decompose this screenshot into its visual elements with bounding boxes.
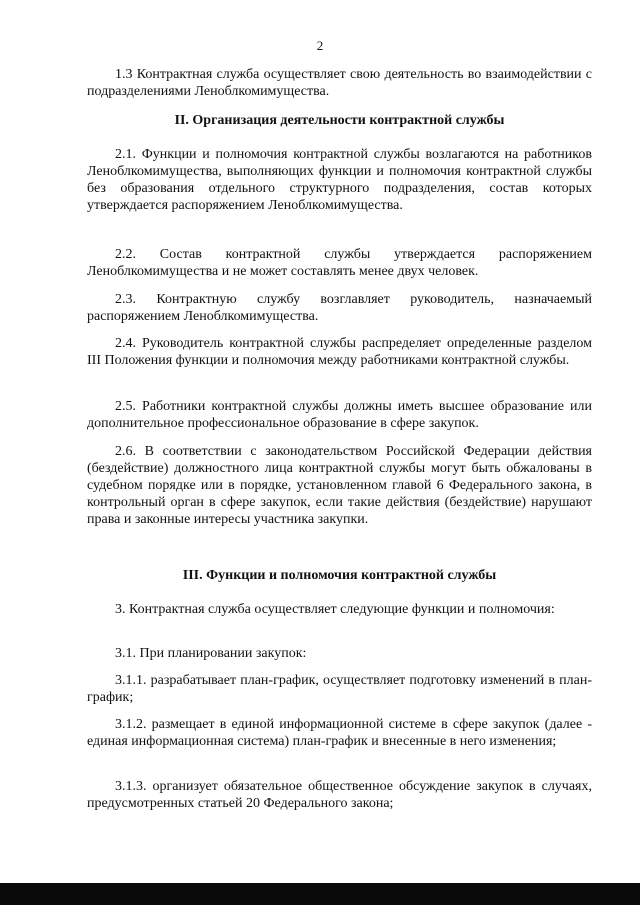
paragraph-2-6: 2.6. В соответствии с законодательством Российской Федерации действия (бездействие) должностного лица контрактной службы могут быть обжалованы в судебном порядке или в порядке, установленном главой 6 Федерального закона, в контрольный орган в сфере закупок, если такие действия (бездействие) нарушают права и законные интересы участника закупки.	[87, 444, 592, 527]
paragraph-2-4: 2.4. Руководитель контрактной службы распределяет определенные разделом III Положения функции и полномочия между работниками контрактной службы.	[87, 336, 592, 368]
page-number: 2	[316, 38, 324, 53]
paragraph-2-5: 2.5. Работники контрактной службы должны иметь высшее образование или дополнительное профессиональное образование в сфере закупок.	[87, 399, 592, 431]
paragraph-3-1-3: 3.1.3. организует обязательное общественное обсуждение закупок в случаях, предусмотренных статьей 20 Федерального закона;	[87, 779, 592, 811]
section-heading-3: III. Функции и полномочия контрактной службы	[182, 568, 497, 583]
paragraph-3: 3. Контрактная служба осуществляет следующие функции и полномочия:	[115, 602, 555, 617]
paragraph-2-1: 2.1. Функции и полномочия контрактной службы возлагаются на работников Леноблкомимущества, выполняющих функции и полномочия контрактной службы без образования отдельного структурного подразделения, состав которых утверждается распоряжением Леноблкомимущества.	[87, 147, 592, 213]
scan-border-bottom	[0, 883, 640, 905]
paragraph-3-1: 3.1. При планировании закупок:	[115, 646, 307, 661]
paragraph-2-2: 2.2. Состав контрактной службы утверждается распоряжением Леноблкомимущества и не может составлять менее двух человек.	[87, 247, 592, 279]
paragraph-3-1-1: 3.1.1. разрабатывает план-график, осуществляет подготовку изменений в план-график;	[87, 673, 592, 705]
paragraph-2-3: 2.3. Контрактную службу возглавляет руководитель, назначаемый распоряжением Леноблкомимущества.	[87, 292, 592, 324]
section-heading-2: II. Организация деятельности контрактной службы	[174, 113, 505, 128]
paragraph-1-3: 1.3 Контрактная служба осуществляет свою деятельность во взаимодействии с подразделениями Леноблкомимущества.	[87, 67, 592, 99]
paragraph-3-1-2: 3.1.2. размещает в единой информационной системе в сфере закупок (далее - единая информационная система) план-график и внесенные в него изменения;	[87, 717, 592, 749]
